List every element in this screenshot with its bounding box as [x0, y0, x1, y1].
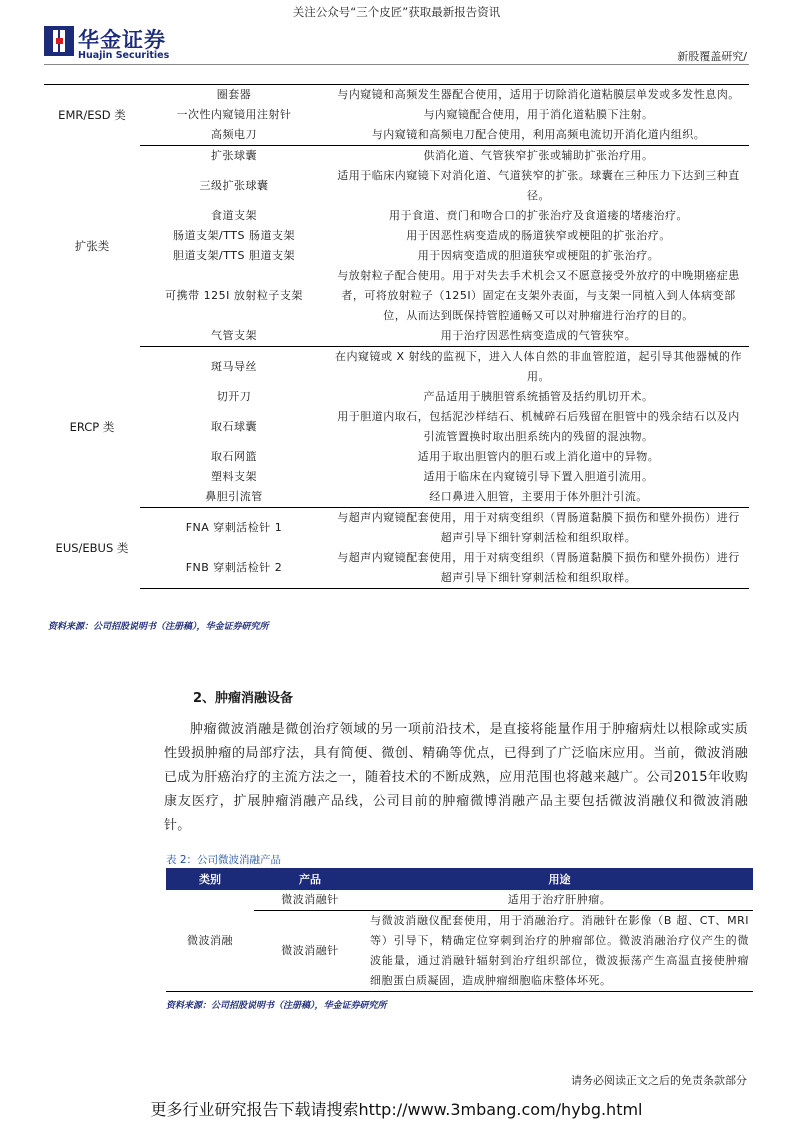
table-row	[44, 146, 749, 167]
brand-logo	[44, 26, 184, 66]
use-cell: 与微波消融仪配套使用，用于消融治疗。消融针在影像（B 超、CT、MRI 等）引导下，精确定位穿刺到治疗的肿瘤部位。微波消融治疗仪产生的微波能量，通过消融针辐射到治疗组织部位，微波振荡产生高温直接使肿瘤细胞蛋白质凝固，造成肿瘤细胞临床整体坏死。	[366, 911, 753, 992]
product-cell: 圈套器	[140, 85, 328, 106]
use-cell: 用于因病变造成的胆道狭窄或梗阻的扩张治疗。	[417, 249, 660, 262]
use-cell: 与超声内窥镜配套使用，用于对病变组织（胃肠道黏膜下损伤和壁外损伤）进行超声引导下细针穿刺活检和组织取样。	[337, 511, 740, 544]
table-row	[44, 125, 749, 146]
report-type: 新股覆盖研究/	[677, 50, 747, 63]
use-cell: 与内窥镜和高频发生器配合使用，适用于切除消化道粘膜层单发或多发性息肉。	[328, 85, 749, 106]
table-row	[166, 911, 753, 992]
product-cell: 三级扩张球囊	[199, 179, 269, 192]
category-cell: 扩张类	[74, 239, 110, 253]
table-row	[166, 890, 753, 911]
table1-source: 资料来源：公司招股说明书（注册稿），华金证券研究所	[48, 622, 269, 632]
product-cell: FNB 穿刺活检针 2	[140, 548, 328, 589]
use-cell: 供消化道、气管狭窄扩张或辅助扩张治疗用。	[423, 149, 654, 162]
table-row	[44, 105, 749, 125]
brand-name-en: Huajin Securities	[78, 50, 170, 61]
header-product: 产品	[254, 868, 366, 890]
footer-banner: 更多行业研究报告下载请搜索http://www.3mbang.com/hybg.html	[150, 1100, 643, 1119]
use-cell: 用于因恶性病变造成的肠道狭窄或梗阻的扩张治疗。	[406, 229, 671, 242]
use-cell: 经口鼻进入胆管，主要用于体外胆汁引流。	[328, 487, 749, 508]
use-cell: 与放射粒子配合使用。用于对失去手术机会又不愿意接受外放疗的中晚期癌症患者，可将放射粒子（125I）固定在支架外表面，与支架一同植入到人体病变部位，从而达到既保持管腔通畅又可以对肿瘤进行治疗的目的。	[337, 269, 740, 322]
section-paragraph: 肿瘤微波消融是微创治疗领域的另一项前沿技术，是直接将能量作用于肿瘤病灶以根除或实质性毁损肿瘤的局部疗法，具有简便、微创、精确等优点，已得到了广泛临床应用。当前，微波消融已成为肝癌治疗的主流方法之一，随着技术的不断成熟，应用范围也将越来越广。公司2015年收购康友医疗，扩展肿瘤消融产品线，公司目前的肿瘤微博消融产品主要包括微波消融仪和微波消融针。	[164, 722, 748, 833]
product-cell: 塑料支架	[211, 470, 257, 483]
table-header-row	[166, 868, 753, 890]
category-cell: ERCP 类	[69, 420, 115, 434]
use-cell: 与内窥镜配合使用，用于消化道粘膜下注射。	[423, 108, 654, 121]
product-cell: 胆道支架/TTS 胆道支架	[173, 249, 295, 262]
header-use: 用途	[366, 868, 753, 890]
use-cell: 用于胆道内取石，包括泥沙样结石、机械碎石后残留在胆管中的残余结石以及内引流管置换时取出胆系统内的残留的混浊物。	[337, 410, 740, 443]
table2-source: 资料来源：公司招股说明书（注册稿），华金证券研究所	[166, 1001, 387, 1011]
brand-name-cn: 华金证券	[78, 28, 166, 52]
disclaimer-note: 请务必阅读正文之后的免责条款部分	[571, 1074, 747, 1087]
use-cell: 用于食道、贲门和吻合口的扩张治疗及食道瘘的堵瘘治疗。	[389, 209, 688, 222]
use-cell: 适用于治疗肝肿瘤。	[507, 893, 612, 906]
product-cell: 肠道支架/TTS 肠道支架	[173, 229, 295, 242]
product-cell: 微波消融针	[281, 893, 339, 906]
table-row	[44, 166, 749, 206]
table-row	[44, 447, 749, 467]
table-row	[44, 85, 749, 106]
header-category: 类别	[166, 868, 254, 890]
product-cell: 微波消融针	[254, 911, 366, 992]
category-cell: EUS/EBUS 类	[55, 541, 129, 555]
table-row	[44, 326, 749, 347]
huajin-logo-icon	[44, 26, 74, 56]
table-row	[44, 508, 749, 549]
table-row	[44, 206, 749, 226]
product-cell: 切开刀	[216, 390, 252, 403]
use-cell: 适用于临床内窥镜下对消化道、气道狭窄的扩张。球囊在三种压力下达到三种直径。	[337, 169, 740, 202]
product-cell: 一次性内窥镜用注射针	[176, 108, 292, 121]
table-row	[44, 266, 749, 326]
category-cell: EMR/ESD 类	[44, 85, 140, 146]
header-divider	[44, 64, 749, 65]
product-cell: 高频电刀	[140, 125, 328, 146]
use-cell: 与超声内窥镜配套使用，用于对病变组织（胃肠道黏膜下损伤和壁外损伤）进行超声引导下细针穿刺活检和组织取样。	[328, 548, 749, 589]
product-cell: 鼻胆引流管	[140, 487, 328, 508]
product-cell: 食道支架	[211, 209, 257, 222]
use-cell: 在内窥镜或 X 射线的监视下，进入人体自然的非血管腔道，起引导其他器械的作用。	[334, 350, 743, 383]
use-cell: 与内窥镜和高频电刀配合使用，利用高频电流切开消化道内组织。	[328, 125, 749, 146]
table-row	[44, 226, 749, 246]
use-cell: 适用于临床在内窥镜引导下置入胆道引流用。	[423, 470, 654, 483]
table-row	[44, 467, 749, 487]
product-cell: 取石球囊	[211, 420, 257, 433]
table-row	[44, 548, 749, 589]
table-row	[44, 407, 749, 447]
product-cell: FNA 穿刺活检针 1	[185, 521, 283, 534]
use-cell: 适用于取出胆管内的胆石或上消化道中的异物。	[417, 450, 660, 463]
product-cell: 可携带 125I 放射粒子支架	[165, 289, 303, 302]
product-cell: 气管支架	[140, 326, 328, 347]
use-cell: 用于治疗因恶性病变造成的气管狭窄。	[328, 326, 749, 347]
table-row	[44, 246, 749, 266]
use-cell: 产品适用于胰胆管系统插管及括约肌切开术。	[423, 390, 654, 403]
product-cell: 取石网篮	[211, 450, 257, 463]
table2-caption: 表 2：公司微波消融产品	[166, 854, 282, 866]
category-cell: 微波消融	[166, 890, 254, 992]
product-table-1	[44, 84, 749, 589]
table-row	[44, 487, 749, 508]
product-table-2	[166, 868, 753, 992]
top-note: 关注公众号“三个皮匠”获取最新报告资讯	[292, 5, 501, 19]
table-row	[44, 387, 749, 407]
section-title: 2、肿瘤消融设备	[193, 691, 294, 706]
product-cell: 斑马导丝	[211, 360, 257, 373]
product-cell: 扩张球囊	[211, 149, 257, 162]
table-row	[44, 347, 749, 388]
